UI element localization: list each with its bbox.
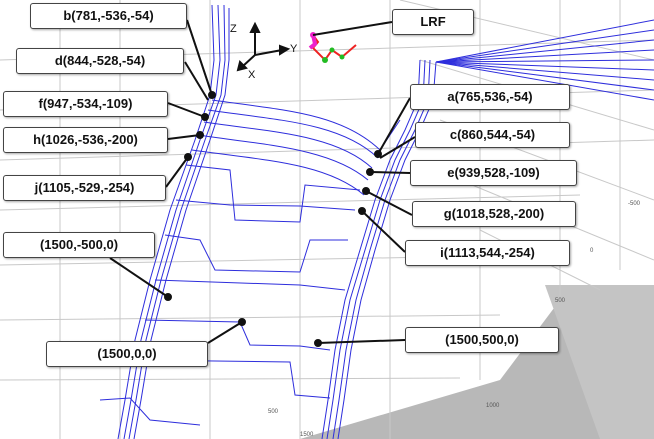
tick-label: 0 [590, 248, 594, 254]
point-label-center-base: (1500,0,0) [46, 341, 208, 367]
point-label-h: h(1026,-536,-200) [3, 127, 168, 153]
point-label-g: g(1018,528,-200) [412, 201, 576, 227]
axis-x-label: X [248, 69, 256, 81]
sensor-label-lrf: LRF [392, 9, 474, 35]
point-label-e: e(939,528,-109) [410, 160, 577, 186]
tick-label: 500 [555, 298, 566, 304]
tick-label: -500 [628, 201, 641, 207]
point-label-left-base: (1500,-500,0) [3, 232, 155, 258]
tick-label: 1000 [486, 403, 500, 409]
axis-indicator [238, 24, 288, 70]
point-label-i: i(1113,544,-254) [405, 240, 570, 266]
axis-z-label: Z [230, 23, 237, 35]
point-label-j: j(1105,-529,-254) [3, 175, 166, 201]
point-label-c: c(860,544,-54) [415, 122, 570, 148]
point-label-b: b(781,-536,-54) [30, 3, 187, 29]
axis-y-label: Y [290, 43, 298, 55]
lrf-trajectory [310, 32, 356, 63]
point-label-f: f(947,-534,-109) [3, 91, 168, 117]
tick-label: 1500 [300, 432, 314, 438]
point-label-d: d(844,-528,-54) [16, 48, 184, 74]
tick-label: 500 [268, 409, 279, 415]
point-label-a: a(765,536,-54) [410, 84, 570, 110]
point-label-right-base: (1500,500,0) [405, 327, 559, 353]
